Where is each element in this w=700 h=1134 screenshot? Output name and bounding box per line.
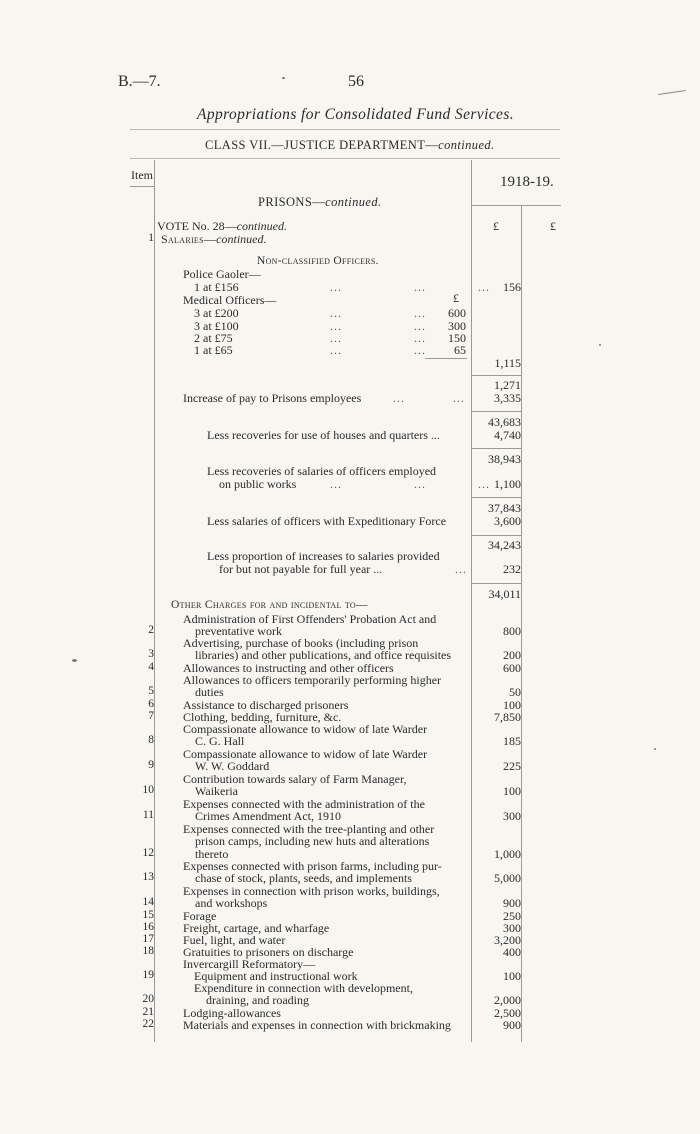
item-number: 4 — [148, 661, 154, 673]
page-number: 56 — [348, 73, 364, 90]
salaries-heading-main: Salaries— — [161, 232, 217, 246]
charge-description-line: Expenses connected with the administration of the — [183, 797, 425, 811]
increase-label: Increase of pay to Prisons employees — [183, 391, 362, 405]
charge-amount: 300 — [503, 921, 521, 935]
medical-row-amount: 65 — [454, 343, 466, 357]
year-column-header: 1918-19. — [500, 174, 554, 190]
charge-description-line: Materials and expenses in connection with brickmaking — [183, 1018, 451, 1032]
less-public-label-1: Less recoveries of salaries of officers employed — [207, 464, 437, 478]
charge-description-line: Administration of First Offenders' Probation Act and — [183, 612, 437, 626]
charge-description-line: Freight, cartage, and wharfage — [183, 921, 330, 935]
charge-description-line: Expenditure in connection with development, — [194, 981, 413, 995]
charge-description-line: draining, and roading — [206, 993, 309, 1008]
charge-description-line: prison camps, including new huts and alterations — [195, 834, 430, 849]
charge-description-line: Forage — [183, 909, 217, 923]
item-number: 17 — [142, 933, 154, 945]
medical-row-amount: 600 — [448, 306, 466, 320]
charge-description-line: Invercargill Reformatory— — [183, 957, 316, 971]
class-heading — [205, 138, 495, 153]
charge-amount: 250 — [503, 909, 521, 923]
salaries-total: 34,011 — [488, 587, 521, 601]
charge-description-line: Allowances to officers temporarily performing higher — [183, 673, 442, 687]
item-number: 19 — [142, 969, 154, 981]
charge-amount: 900 — [503, 896, 521, 911]
item-number: 9 — [148, 759, 154, 772]
increase-amount: 3,335 — [494, 391, 521, 405]
section-heading-continued: continued. — [325, 195, 382, 209]
charge-description-line: Crimes Amendment Act, 1910 — [195, 809, 341, 824]
charge-amount: 1,000 — [494, 846, 521, 861]
charge-description-line: Assistance to discharged prisoners — [183, 698, 349, 712]
charge-description-line: Allowances to instructing and other officers — [183, 661, 394, 675]
police-gaoler-amount: 156 — [503, 280, 521, 294]
charge-amount: 200 — [503, 648, 521, 663]
medical-row-label: 3 at £100 — [194, 319, 239, 333]
charge-description-line: Equipment and instructional work — [194, 969, 358, 983]
charge-description-line: thereto — [195, 846, 229, 861]
charge-description-line: Waikeria — [195, 784, 239, 799]
medical-row-label: 1 at £65 — [194, 343, 233, 357]
item-number: 7 — [148, 710, 154, 722]
item-number: 12 — [142, 846, 154, 859]
page-ref: B.—7. — [118, 73, 161, 90]
charge-description-line: Expenses in connection with prison works, buildings, — [183, 884, 440, 898]
item-number: 1 — [148, 232, 154, 244]
item-number: 8 — [148, 734, 154, 747]
subtotal: 34,243 — [488, 538, 521, 552]
charge-description-line: Gratuities to prisoners on discharge — [183, 945, 354, 959]
charge-description-line: Expenses connected with the tree-planting and other — [183, 822, 435, 836]
item-number: 10 — [142, 784, 154, 797]
charge-description-line: W. W. Goddard — [195, 759, 270, 774]
inner-currency-symbol: £ — [453, 291, 459, 305]
charge-description-line: duties — [195, 685, 224, 700]
subtotal: 37,843 — [488, 501, 521, 515]
charge-amount: 185 — [503, 734, 521, 749]
charge-amount: 7,850 — [494, 710, 521, 724]
subtotal: 43,683 — [488, 415, 521, 429]
item-number: 22 — [142, 1018, 154, 1030]
charge-amount: 5,000 — [494, 871, 521, 886]
less-proportion-amount: 232 — [503, 562, 521, 576]
medical-row-label: 2 at £75 — [194, 331, 233, 345]
less-houses-label: Less recoveries for use of houses and quarters ... — [207, 428, 440, 442]
charge-description-line: Lodging-allowances — [183, 1006, 281, 1020]
item-number: 14 — [142, 896, 154, 909]
charge-amount: 50 — [509, 685, 521, 700]
medical-row-amount: 150 — [448, 331, 466, 345]
charge-description-line: Expenses connected with prison farms, including pur- — [183, 859, 442, 873]
salaries-heading — [161, 232, 266, 247]
charge-amount: 225 — [503, 759, 521, 774]
charge-amount: 300 — [503, 809, 521, 824]
charge-description-line: Compassionate allowance to widow of late Warder — [183, 722, 428, 736]
subtotal: 38,943 — [488, 452, 521, 466]
less-proportion-label-1: Less proportion of increases to salaries provided — [207, 549, 440, 563]
charge-amount: 2,000 — [494, 993, 521, 1008]
less-houses-amount: 4,740 — [494, 428, 521, 442]
charge-description-line: preventative work — [195, 624, 282, 639]
currency-symbol-col1: £ — [493, 219, 499, 233]
charge-amount: 100 — [503, 784, 521, 799]
less-public-amount: 1,100 — [494, 477, 521, 491]
page-title: Appropriations for Consolidated Fund Services. — [197, 106, 515, 123]
charge-description-line: libraries) and other publications, and office requisites — [195, 648, 452, 663]
item-number: 13 — [142, 871, 154, 884]
subtotal: 1,271 — [494, 378, 521, 392]
vote-heading-continued: continued. — [236, 219, 287, 233]
section-heading — [258, 195, 382, 210]
non-classified-heading: Non-classified Officers. — [257, 255, 379, 267]
charge-amount: 3,200 — [494, 933, 521, 947]
charge-description-line: Fuel, light, and water — [183, 933, 286, 947]
police-gaoler-line: 1 at £156 — [194, 280, 239, 294]
charge-description-line: chase of stock, plants, seeds, and implements — [195, 871, 412, 886]
item-number: 20 — [142, 993, 154, 1006]
charge-description-line: Clothing, bedding, furniture, &c. — [183, 710, 342, 724]
medical-total: 1,115 — [494, 356, 521, 370]
charge-description-line: and workshops — [195, 896, 268, 911]
less-public-label-2: on public works — [219, 477, 297, 491]
medical-row-label: 3 at £200 — [194, 306, 239, 320]
vote-heading-main: VOTE No. 28— — [157, 219, 237, 233]
item-number: 5 — [148, 685, 154, 698]
charge-amount: 400 — [503, 945, 521, 959]
item-number: 2 — [148, 624, 154, 637]
charge-amount: 900 — [503, 1018, 521, 1032]
charge-description-line: C. G. Hall — [195, 734, 245, 749]
charge-description-line: Advertising, purchase of books (including prison — [183, 636, 419, 650]
charge-description-line: Contribution towards salary of Farm Manager, — [183, 772, 407, 786]
item-number: 21 — [142, 1006, 154, 1018]
charge-amount: 2,500 — [494, 1006, 521, 1020]
police-gaoler-label: Police Gaoler— — [183, 267, 261, 281]
medical-row-amount: 300 — [448, 319, 466, 333]
charge-description-line: Compassionate allowance to widow of late Warder — [183, 747, 428, 761]
currency-symbol-col2: £ — [550, 219, 556, 233]
class-heading-main: CLASS VII.—JUSTICE DEPARTMENT— — [205, 138, 439, 152]
class-heading-continued: continued. — [438, 138, 495, 152]
less-proportion-label-2: for but not payable for full year ... — [219, 562, 383, 576]
item-number: 18 — [142, 945, 154, 957]
less-force-amount: 3,600 — [494, 514, 521, 528]
item-number: 11 — [142, 809, 154, 822]
section-heading-main: PRISONS— — [258, 195, 326, 209]
item-number: 16 — [142, 921, 154, 933]
charge-amount: 100 — [503, 969, 521, 983]
charge-amount: 800 — [503, 624, 521, 639]
salaries-heading-continued: continued. — [216, 232, 267, 246]
item-number: 15 — [142, 909, 154, 921]
other-charges-heading: Other Charges for and incidental to— — [171, 599, 368, 611]
item-number: 3 — [148, 648, 154, 661]
medical-officers-label: Medical Officers— — [183, 293, 277, 307]
less-force-label: Less salaries of officers with Expeditionary Force — [207, 514, 447, 528]
item-column-header: Item — [131, 168, 153, 182]
charge-amount: 100 — [503, 698, 521, 712]
item-number: 6 — [148, 698, 154, 710]
charge-amount: 600 — [503, 661, 521, 675]
